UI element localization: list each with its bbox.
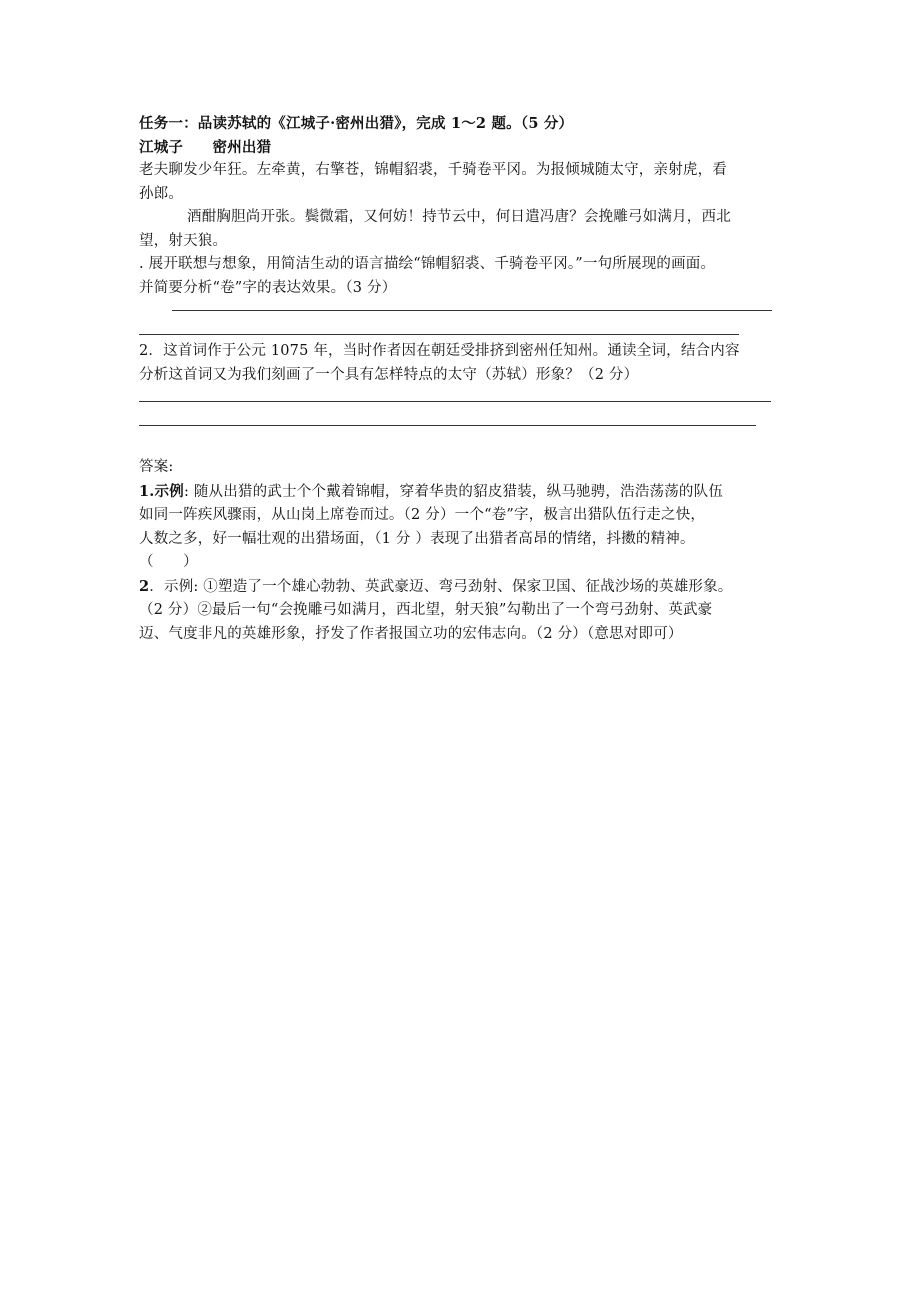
answer-1-cont: 如同一阵疾风骤雨，从山岗上席卷而过。（2 分）一个“卷”字，极言出猎队伍行走之快，	[139, 507, 706, 523]
answer-2-text: ．示例: ①塑造了一个雄心勃勃、英武豪迈、弯弓劲射、保家卫国、征战沙场的英雄形象。	[149, 578, 733, 595]
poem-stanza-1: 老夫聊发少年狂。左牵黄，右擎苍，锦帽貂裘，千骑卷平冈。为报倾城随太守，亲射虎，看	[139, 162, 727, 178]
answer-1-cont: 人数之多，好一幅壮观的出猎场面，（1 分 ）表现了出猎者高昂的情绪，抖擞的精神。	[139, 530, 695, 547]
answer-2	[139, 575, 784, 600]
answer-2-cont: 迈、气度非凡的英雄形象，抒发了作者报国立功的宏伟志向。（2 分）（意思对即可）	[139, 625, 683, 642]
poem-title: 江城子 密州出猎	[139, 138, 272, 156]
document-page	[139, 112, 784, 646]
question-1: . 展开联想与想象，用简洁生动的语言描绘“锦帽貂裘、千骑卷平冈。”一句所展现的画面。	[139, 256, 716, 272]
answer-1-blank: （ ）	[139, 554, 198, 570]
poem-stanza-2: 酒酣胸胆尚开张。鬓微霜，又何妨！持节云中，何日遣冯唐？会挽雕弓如满月，西北	[187, 209, 731, 225]
question-2-cont: 分析这首词又为我们刻画了一个具有怎样特点的太守（苏轼）形象？（2 分）	[139, 366, 639, 383]
answers-heading: 答案:	[139, 459, 174, 475]
answer-2-cont: （2 分）②最后一句“会挽雕弓如满月，西北望，射天狼”勾勒出了一个弯弓劲射、英武豪	[139, 602, 713, 618]
answer-1-text: : 随从出猎的武士个个戴着锦帽，穿着华贵的貂皮猎装，纵马驰骋，浩浩荡荡的队伍	[183, 483, 724, 500]
question-2: 2．这首词作于公元 1075 年，当时作者因在朝廷受排挤到密州任知州。通读全词，结合内容	[139, 343, 740, 359]
question-1-cont: 并简要分析“卷”字的表达效果。（3 分）	[139, 279, 397, 296]
poem-stanza-1-cont: 孙郎。	[139, 185, 184, 202]
answer-1	[139, 480, 784, 505]
task-heading: 任务一：品读苏轼的《江城子·密州出猎》，完成 1～2 题。（5 分）	[139, 115, 574, 132]
answer-1-label: 1.示例	[139, 482, 184, 500]
poem-stanza-2-cont: 望，射天狼。	[139, 232, 228, 249]
answer-2-label: 2	[139, 577, 150, 595]
